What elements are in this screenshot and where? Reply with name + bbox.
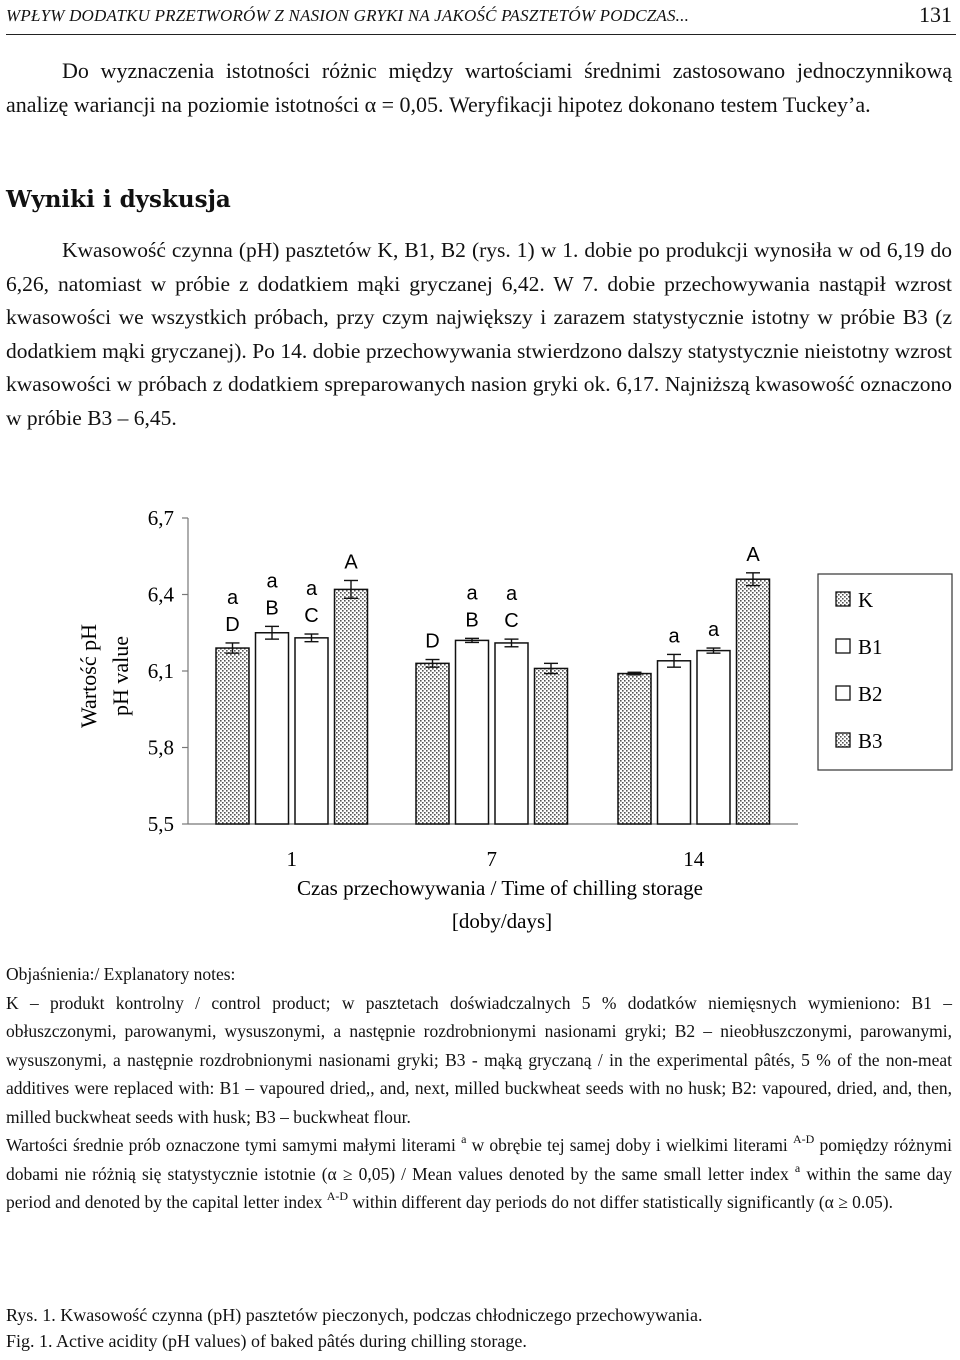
bar-B1-day-14	[658, 661, 691, 824]
notes-text-1: K – produkt kontrolny / control product; w pasztetach doświadczalnych 5 % dodatków niemięsnych wymieniono: B1 – obłuszczonymi, parowanymi, wysuszonymi, a następnie rozdrobnionymi nasionami gryki; B2 – nieobłuszczonymi, parowanymi, wysuszonymi, a następnie rozdrobnionymi nasionami gryki; B3 - mąką gryczaną / in the experimental pâtés, 5 % of the non-meat additives were replaced with: B1 – vapoured dried,, and, next, milled buckwheat seeds with no husk; B2: vapoured, dried, and, then, milled buckwheat seeds with husk; B3 – buckwheat flour.	[6, 992, 952, 1127]
section-heading: Wyniki i dyskusja	[6, 186, 231, 213]
x-tick-label: 1	[286, 847, 297, 871]
bar-K-day-1	[216, 648, 249, 824]
y-tick-label: 5,8	[147, 735, 174, 760]
significance-letter: B	[265, 597, 279, 620]
figure-caption-pl: Rys. 1. Kwasowość czynna (pH) pasztetów pieczonych, podczas chłodniczego przechowywania.	[6, 1305, 703, 1325]
superscript-a-d-2: A-D	[326, 1189, 349, 1203]
results-paragraph: Kwasowość czynna (pH) pasztetów K, B1, B2 (rys. 1) w 1. dobie po produkcji wynosiła w od 6,19 do 6,26, natomiast w próbie z dodatkiem mąki gryczanej 6,42. W 7. dobie przechowywania nastąpił wzrost kwasowości we wszystkich próbach, przy czym największy i zarazem statystycznie istotny w próbie B3 (z dodatkiem mąki gryczanej). Po 14. dobie przechowywania stwierdzono dalszy statystycznie nieistotny wzrost kwasowości w próbach z dodatkiem spreparowanych nasion gryki ok. 6,17. Najniższą kwasowość oznaczono w próbie B3 – 6,45.	[6, 238, 952, 430]
superscript-a-d: A-D	[792, 1132, 815, 1146]
bar-B2-day-1	[295, 638, 328, 824]
significance-letter: C	[304, 605, 319, 628]
significance-letter: a	[305, 578, 318, 601]
chart-svg	[0, 500, 960, 950]
running-title: WPŁYW DODATKU PRZETWORÓW Z NASION GRYKI NA JAKOŚĆ PASZTETÓW PODCZAS...	[6, 6, 690, 25]
legend-label-B2: B2	[858, 682, 883, 706]
significance-letter: D	[425, 630, 440, 653]
x-axis-label-line1: Czas przechowywania / Time of chilling storage	[297, 876, 703, 900]
legend-swatch-B3	[836, 733, 850, 747]
x-tick-label: 7	[486, 847, 497, 871]
legend-swatch-K	[836, 592, 850, 606]
significance-letter: a	[707, 619, 720, 642]
bar-B3-day-7	[535, 668, 568, 824]
legend-swatch-B2	[836, 686, 850, 700]
y-axis-label-line2: pH value	[108, 635, 133, 717]
bar-B2-day-14	[697, 651, 730, 824]
y-tick-label: 6,7	[147, 506, 174, 530]
significance-letter: a	[505, 583, 518, 606]
notes-text-2b: w obrębie tej samej doby i wielkimi literami	[471, 1135, 788, 1155]
y-tick-label: 6,4	[147, 582, 174, 607]
legend-label-B3: B3	[858, 729, 883, 753]
significance-letter: D	[225, 613, 240, 636]
significance-letter: B	[465, 609, 479, 632]
notes-text-2a: Wartości średnie prób oznaczone tymi samymi małymi literami	[6, 1135, 456, 1155]
superscript-a: a	[461, 1132, 467, 1146]
legend-label-K: K	[858, 588, 874, 612]
bar-B1-day-1	[256, 633, 289, 824]
running-header	[6, 0, 956, 35]
notes-text-2c: pomiędzy różnymi dobami nie różnią się statystycznie istotnie (α ≥ 0,05) / Mean values denoted by the same small letter index	[6, 1135, 953, 1184]
significance-letter: a	[668, 625, 680, 648]
notes-text-2e: within different day periods do not differ statistically significantly (α ≥ 0.05).	[352, 1192, 894, 1212]
notes-text-2d: within the same day period and denoted by the capital letter index	[6, 1163, 953, 1212]
significance-letter: C	[504, 610, 519, 633]
significance-letter: A	[344, 551, 358, 574]
significance-letter: a	[226, 586, 239, 609]
x-tick-label: 14	[683, 847, 705, 871]
explanatory-notes	[6, 960, 952, 1217]
y-tick-label: 6,1	[147, 659, 174, 683]
bar-K-day-7	[416, 663, 449, 824]
y-tick-label: 5,5	[147, 812, 174, 836]
bar-K-day-14	[618, 674, 651, 824]
x-axis-label-line2: [doby/days]	[451, 909, 553, 933]
notes-heading: Objaśnienia:/ Explanatory notes:	[6, 964, 236, 984]
notes-text-2	[6, 1131, 952, 1217]
legend-swatch-B1	[836, 639, 850, 653]
legend-label-B1: B1	[858, 635, 883, 659]
y-axis-label-line1: Wartość pH	[76, 624, 101, 728]
bar-B3-day-14	[737, 579, 770, 824]
bar-B3-day-1	[335, 589, 368, 824]
significance-letter: a	[266, 570, 278, 593]
superscript-a-2: a	[794, 1160, 801, 1175]
figure-caption-en: Fig. 1. Active acidity (pH values) of baked pâtés during chilling storage.	[6, 1331, 527, 1351]
page-number: 131	[919, 2, 952, 27]
bar-B2-day-7	[495, 643, 528, 824]
bar-B1-day-7	[456, 640, 489, 824]
significance-letter: A	[746, 543, 760, 566]
significance-letter: a	[466, 582, 478, 605]
ph-bar-chart	[0, 500, 960, 950]
intro-paragraph: Do wyznaczenia istotności różnic między wartościami średnimi zastosowano jednoczynnikową analizę wariancji na poziomie istotności α = 0,05. Weryfikacji hipotez dokonano testem Tuckey’a.	[6, 58, 952, 117]
